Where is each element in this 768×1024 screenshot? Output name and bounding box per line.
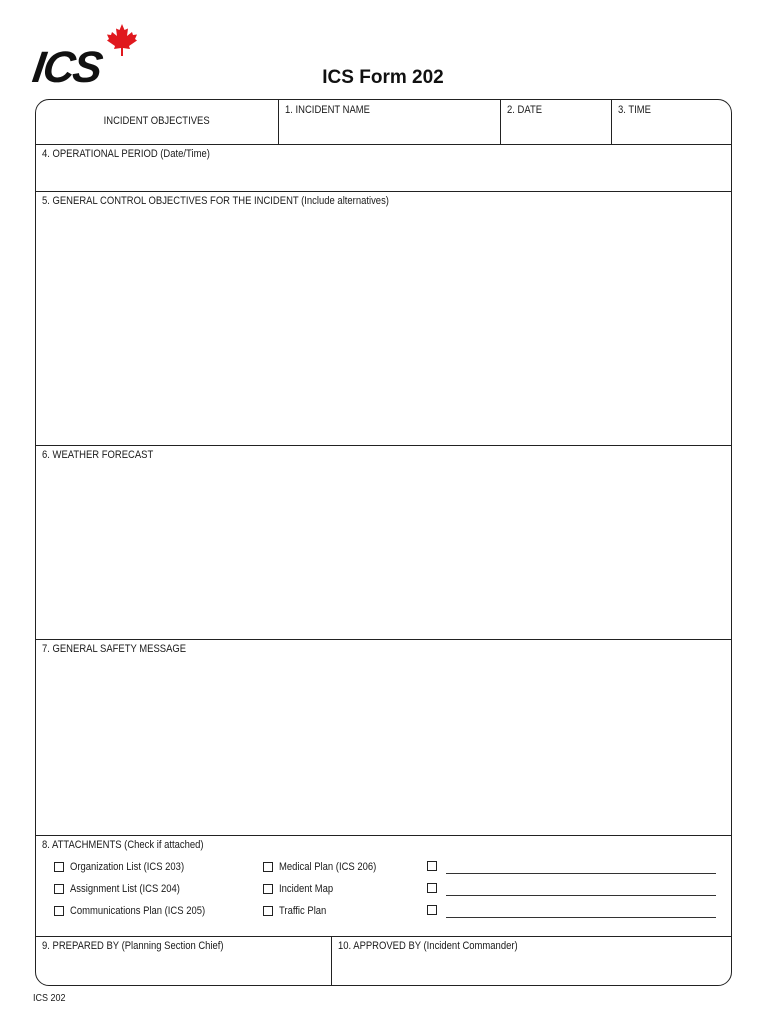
checkbox[interactable] — [427, 905, 437, 915]
logo-text: ICS — [29, 43, 104, 92]
approved-by-field[interactable]: 10. APPROVED BY (Incident Commander) — [331, 936, 732, 986]
safety-message-field[interactable]: 7. GENERAL SAFETY MESSAGE — [36, 639, 731, 836]
attachment-other-2-line[interactable] — [446, 895, 716, 896]
general-objectives-field[interactable]: 5. GENERAL CONTROL OBJECTIVES FOR THE INCIDENT (Include alternatives) — [36, 191, 731, 446]
checkbox[interactable] — [54, 862, 64, 872]
weather-forecast-field[interactable]: 6. WEATHER FORECAST — [36, 445, 731, 640]
section-title: INCIDENT OBJECTIVES — [103, 115, 210, 127]
form-title: ICS Form 202 — [322, 67, 444, 88]
attachment-other-1-line[interactable] — [446, 873, 716, 874]
checkbox[interactable] — [427, 861, 437, 871]
checkbox[interactable] — [427, 883, 437, 893]
maple-leaf-icon — [107, 24, 137, 56]
attachment-assignment-list[interactable]: Assignment List (ICS 204) — [54, 883, 198, 895]
attachment-traffic-plan[interactable]: Traffic Plan — [263, 905, 334, 917]
signature-row — [36, 936, 731, 986]
attachment-other-1[interactable] — [427, 861, 443, 871]
checkbox[interactable] — [263, 884, 273, 894]
attachment-incident-map[interactable]: Incident Map — [263, 883, 342, 895]
prepared-by-field[interactable]: 9. PREPARED BY (Planning Section Chief) — [42, 940, 224, 952]
attachment-communications-plan[interactable]: Communications Plan (ICS 205) — [54, 905, 227, 917]
attachment-other-3-line[interactable] — [446, 917, 716, 918]
checkbox[interactable] — [263, 906, 273, 916]
date-field[interactable]: 2. DATE — [500, 100, 611, 144]
checkbox[interactable] — [54, 884, 64, 894]
checkbox[interactable] — [54, 906, 64, 916]
attachment-other-2[interactable] — [427, 883, 443, 893]
attachments-section: 8. ATTACHMENTS (Check if attached) Organization List (ICS 203) Assignment List (ICS 204) Communications Plan (ICS 205) Medical Plan (ICS 206) Incident Map Traffic Plan — [36, 835, 731, 937]
attachment-other-3[interactable] — [427, 905, 443, 915]
header-row — [36, 100, 731, 145]
attachment-organization-list[interactable]: Organization List (ICS 203) — [54, 861, 203, 873]
time-field[interactable]: 3. TIME — [611, 100, 732, 144]
attachment-medical-plan[interactable]: Medical Plan (ICS 206) — [263, 861, 392, 873]
incident-name-field[interactable]: 1. INCIDENT NAME — [278, 100, 501, 144]
ics-202-form — [35, 99, 732, 986]
form-footer: ICS 202 — [33, 993, 66, 1004]
operational-period-field[interactable]: 4. OPERATIONAL PERIOD (Date/Time) — [36, 144, 731, 192]
checkbox[interactable] — [263, 862, 273, 872]
